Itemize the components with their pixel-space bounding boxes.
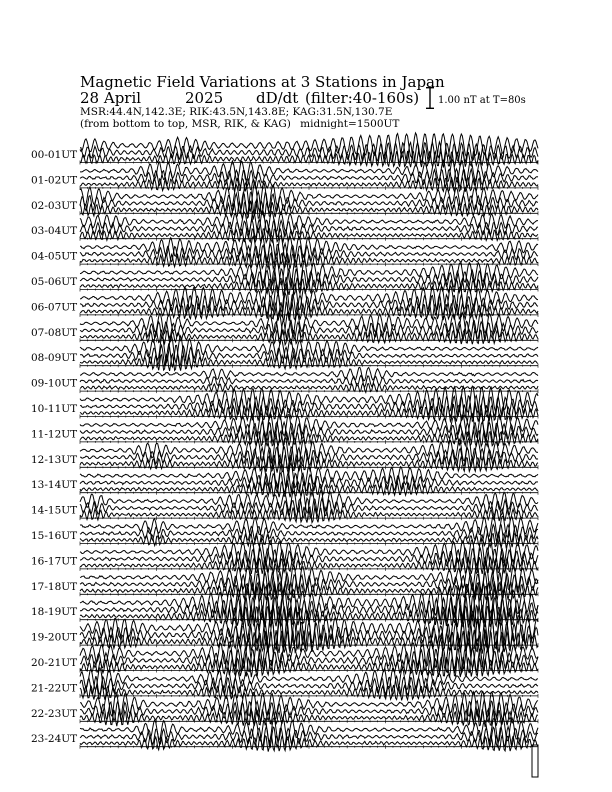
trace-RIK xyxy=(80,376,538,387)
filter-label: (filter:40-160s) xyxy=(305,89,420,107)
row-label: 13-14UT xyxy=(31,479,78,492)
row-label: 17-18UT xyxy=(31,580,78,593)
row-11-12UT xyxy=(31,412,538,446)
row-16-17UT xyxy=(31,539,538,574)
row-label: 08-09UT xyxy=(31,352,78,365)
trace-MSR xyxy=(80,709,538,727)
row-label: 22-23UT xyxy=(31,707,78,720)
row-01-02UT xyxy=(31,160,538,192)
row-label: 20-21UT xyxy=(31,657,78,669)
row-label: 09-10UT xyxy=(31,377,78,390)
row-label: 15-16UT xyxy=(31,530,78,542)
row-label: 04-05UT xyxy=(31,250,78,263)
row-label: 12-13UT xyxy=(31,453,78,466)
row-label: 03-04UT xyxy=(31,225,78,238)
station-order-text: (from bottom to top, MSR, RIK, & KAG) xyxy=(80,118,291,130)
date-year: 2025 xyxy=(185,89,224,107)
row-label: 01-02UT xyxy=(31,174,78,187)
row-label: 10-11UT xyxy=(31,403,78,415)
row-label: 23-24UT xyxy=(31,733,78,746)
chart-title: Magnetic Field Variations at 3 Stations in Japan xyxy=(80,73,445,91)
quantity-label: dD/dt xyxy=(256,89,299,107)
row-label: 11-12UT xyxy=(31,428,78,441)
row-label: 19-20UT xyxy=(31,631,78,644)
trace-MSR xyxy=(80,685,538,700)
row-label: 07-08UT xyxy=(31,326,78,339)
row-label: 18-19UT xyxy=(31,606,78,619)
date-day-month: 28 April xyxy=(80,89,142,107)
trace-MSR xyxy=(80,481,538,497)
row-label: 21-22UT xyxy=(31,682,78,695)
row-label: 14-15UT xyxy=(31,504,78,517)
row-00-01UT xyxy=(31,133,538,168)
trace-KAG xyxy=(80,367,538,381)
row-label: 05-06UT xyxy=(31,276,78,288)
station-coordinates: MSR:44.4N,142.3E; RIK:43.5N,143.8E; KAG:31.5N,130.7E xyxy=(80,106,393,118)
scale-label: 1.00 nT at T=80s xyxy=(438,95,526,106)
row-label: 00-01UT xyxy=(31,149,78,161)
row-label: 06-07UT xyxy=(31,301,78,314)
midnight-note: midnight=1500UT xyxy=(300,118,400,130)
end-marker xyxy=(532,745,538,777)
row-label: 16-17UT xyxy=(31,555,78,568)
row-label: 02-03UT xyxy=(31,199,78,212)
